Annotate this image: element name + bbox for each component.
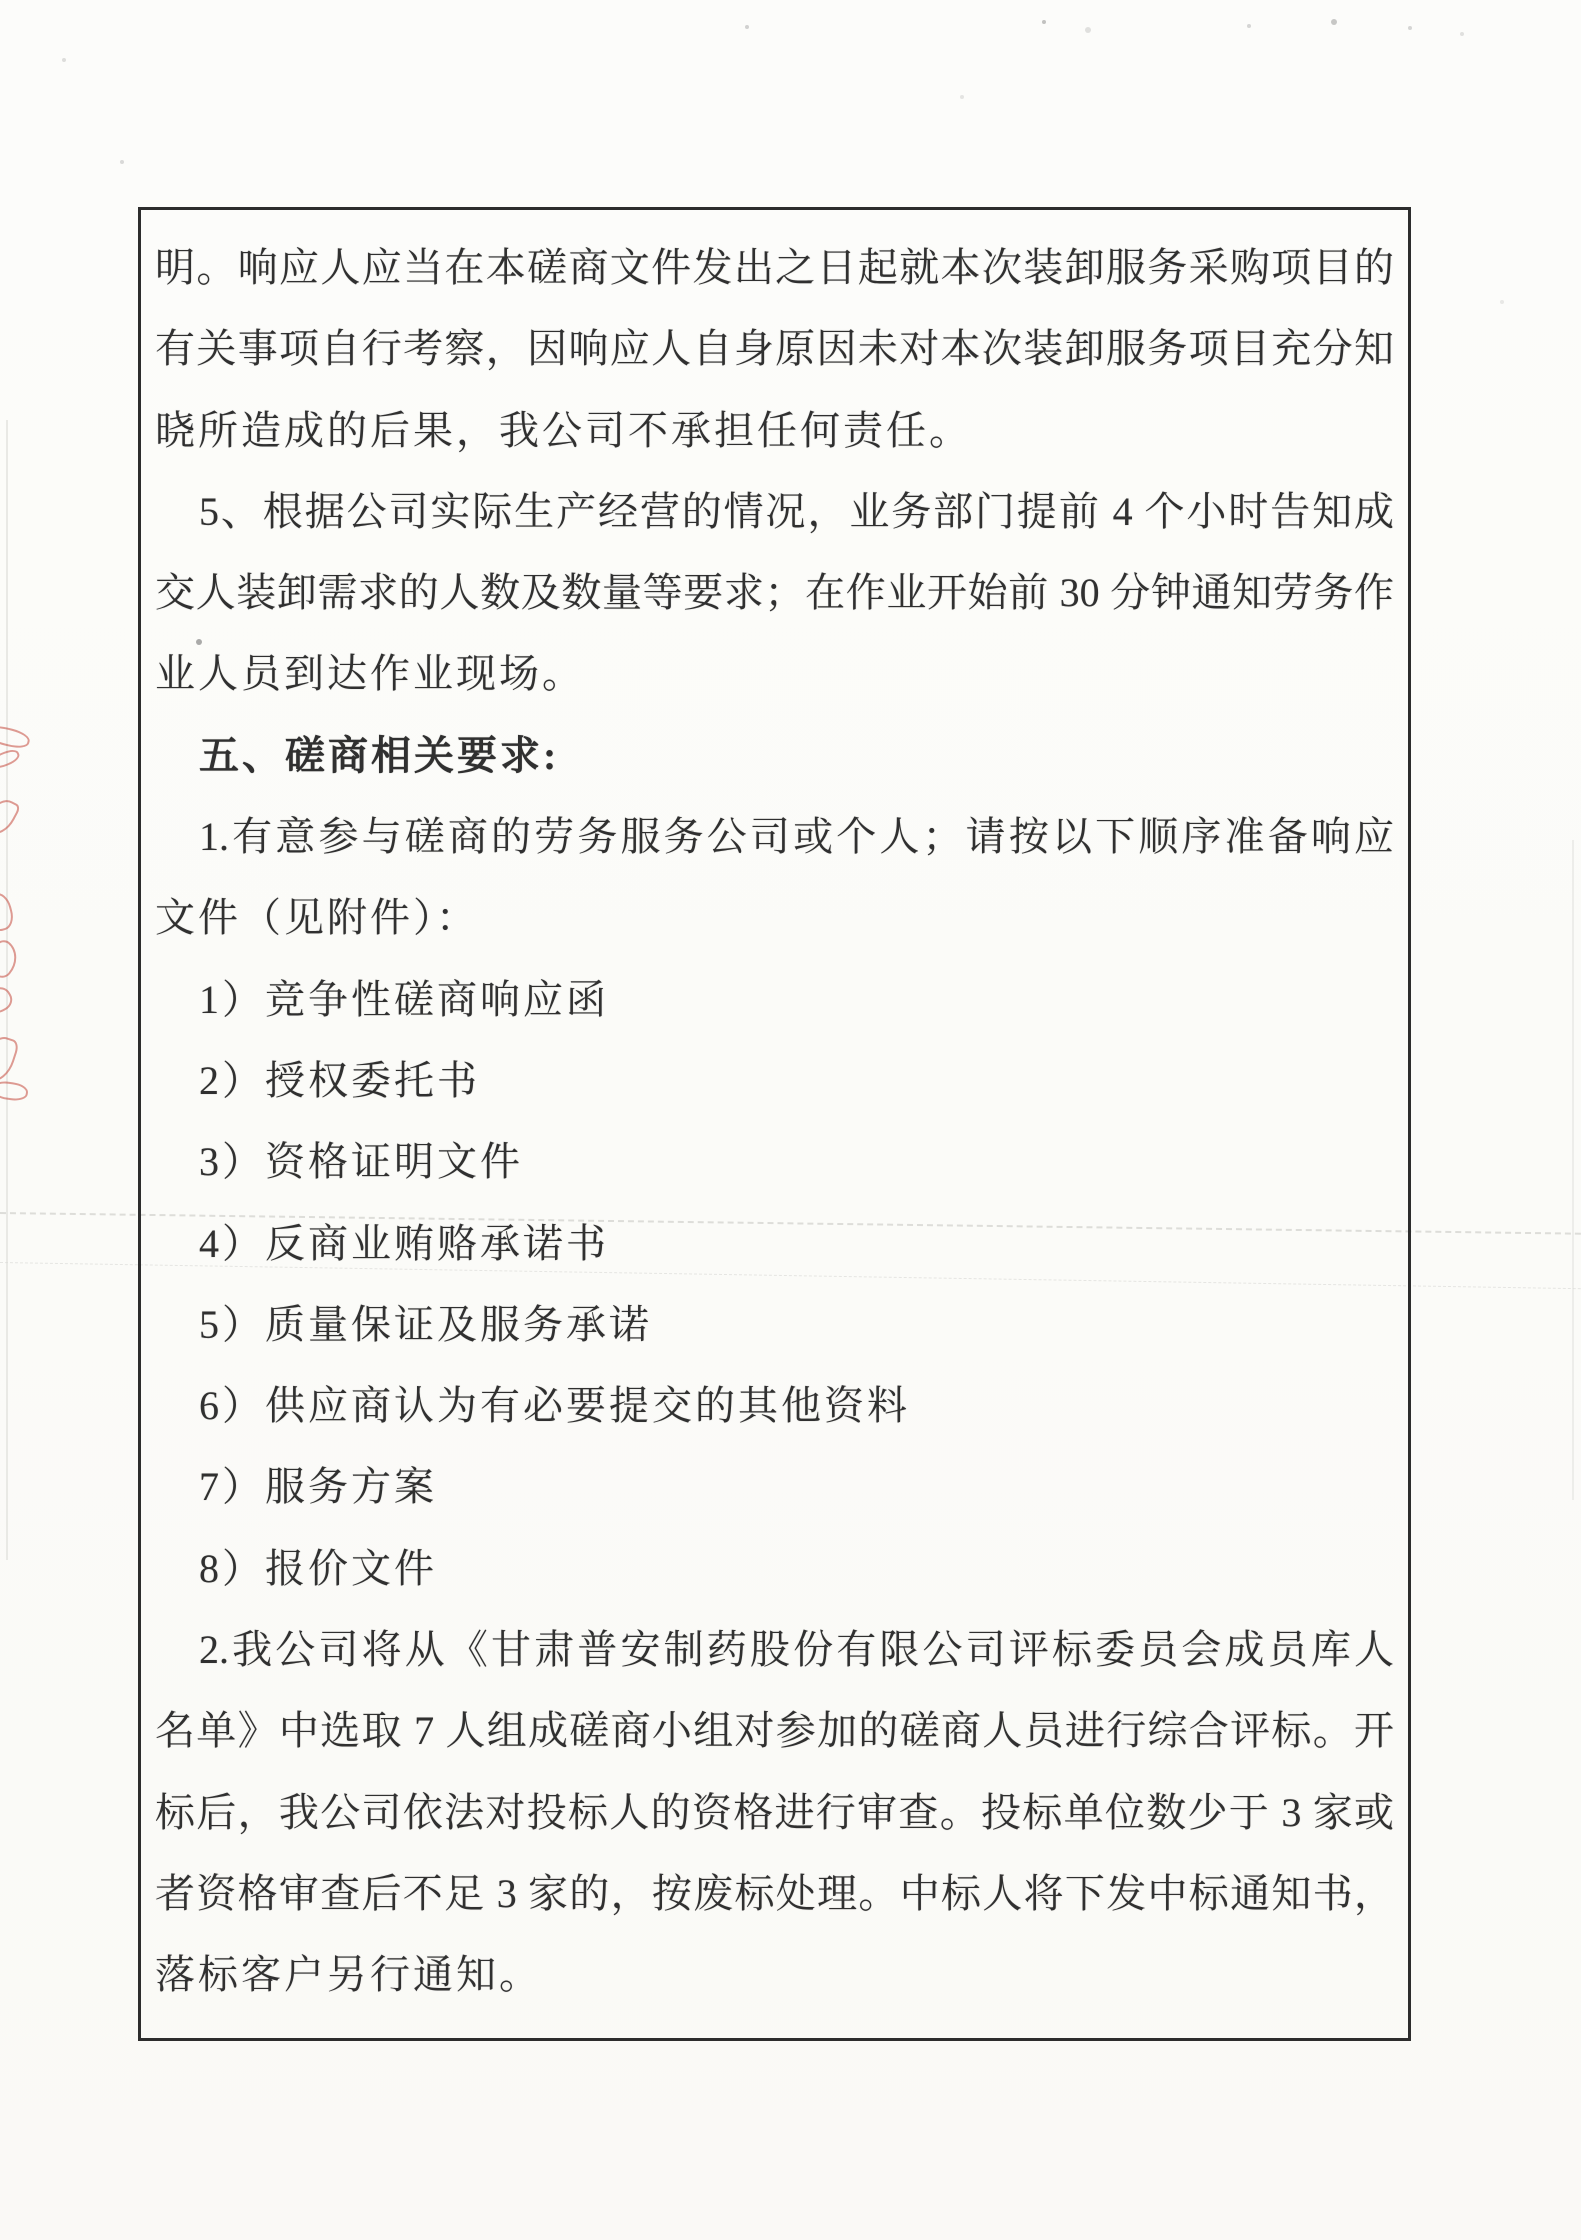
text-line: 3）资格证明文件	[199, 1139, 523, 1185]
red-ink-stroke	[0, 890, 16, 933]
text-line: 7）服务方案	[199, 1464, 437, 1510]
red-ink-stroke	[0, 794, 21, 840]
text-line: 1）竞争性磋商响应函	[199, 976, 609, 1022]
red-ink-stroke	[0, 747, 22, 771]
text-line: 4）反商业贿赂承诺书	[199, 1220, 609, 1266]
text-line: 5、根据公司实际生产经营的情况，业务部门提前 4 个小时告知成	[199, 488, 1394, 534]
text-line: 交人装卸需求的人数及数量等要求；在作业开始前 30 分钟通知劳务作	[155, 570, 1394, 616]
page-edge-shadow-right	[1572, 840, 1574, 1500]
red-ink-stroke	[0, 1080, 29, 1103]
text-line: 落标客户另行通知。	[155, 1952, 542, 1998]
red-ink-stroke	[0, 723, 32, 751]
text-line: 文件（见附件）：	[155, 895, 479, 941]
red-ink-stroke	[0, 936, 25, 981]
document-border-box	[138, 207, 1411, 2041]
text-line: 5）质量保证及服务承诺	[199, 1301, 652, 1347]
text-line: 业人员到达作业现场。	[155, 651, 585, 697]
red-ink-stroke	[0, 983, 16, 1017]
text-line: 8）报价文件	[199, 1545, 437, 1591]
text-line: 明。响应人应当在本磋商文件发出之日起就本次装卸服务采购项目的	[155, 245, 1394, 290]
text-line: 有关事项自行考察，因响应人自身原因未对本次装卸服务项目充分知	[155, 326, 1394, 372]
text-line: 6）供应商认为有必要提交的其他资料	[199, 1383, 910, 1429]
text-line: 者资格审查后不足 3 家的，按废标处理。中标人将下发中标通知书，	[155, 1870, 1394, 1916]
text-line: 晓所造成的后果，我公司不承担任何责任。	[155, 407, 972, 453]
scan-noise-specks	[0, 0, 4, 4]
text-line: 名单》中选取 7 人组成磋商小组对参加的磋商人员进行综合评标。开	[155, 1708, 1394, 1754]
text-line: 五、磋商相关要求:	[199, 732, 560, 778]
text-line: 1.有意参与磋商的劳务服务公司或个人；请按以下顺序准备响应	[199, 814, 1394, 860]
text-line: 标后，我公司依法对投标人的资格进行审查。投标单位数少于 3 家或	[155, 1789, 1394, 1835]
document-text-block	[155, 227, 1394, 2016]
red-ink-stroke	[0, 1032, 20, 1085]
text-line: 2）授权委托书	[199, 1057, 480, 1103]
text-line: 2.我公司将从《甘肃普安制药股份有限公司评标委员会成员库人	[199, 1627, 1394, 1673]
